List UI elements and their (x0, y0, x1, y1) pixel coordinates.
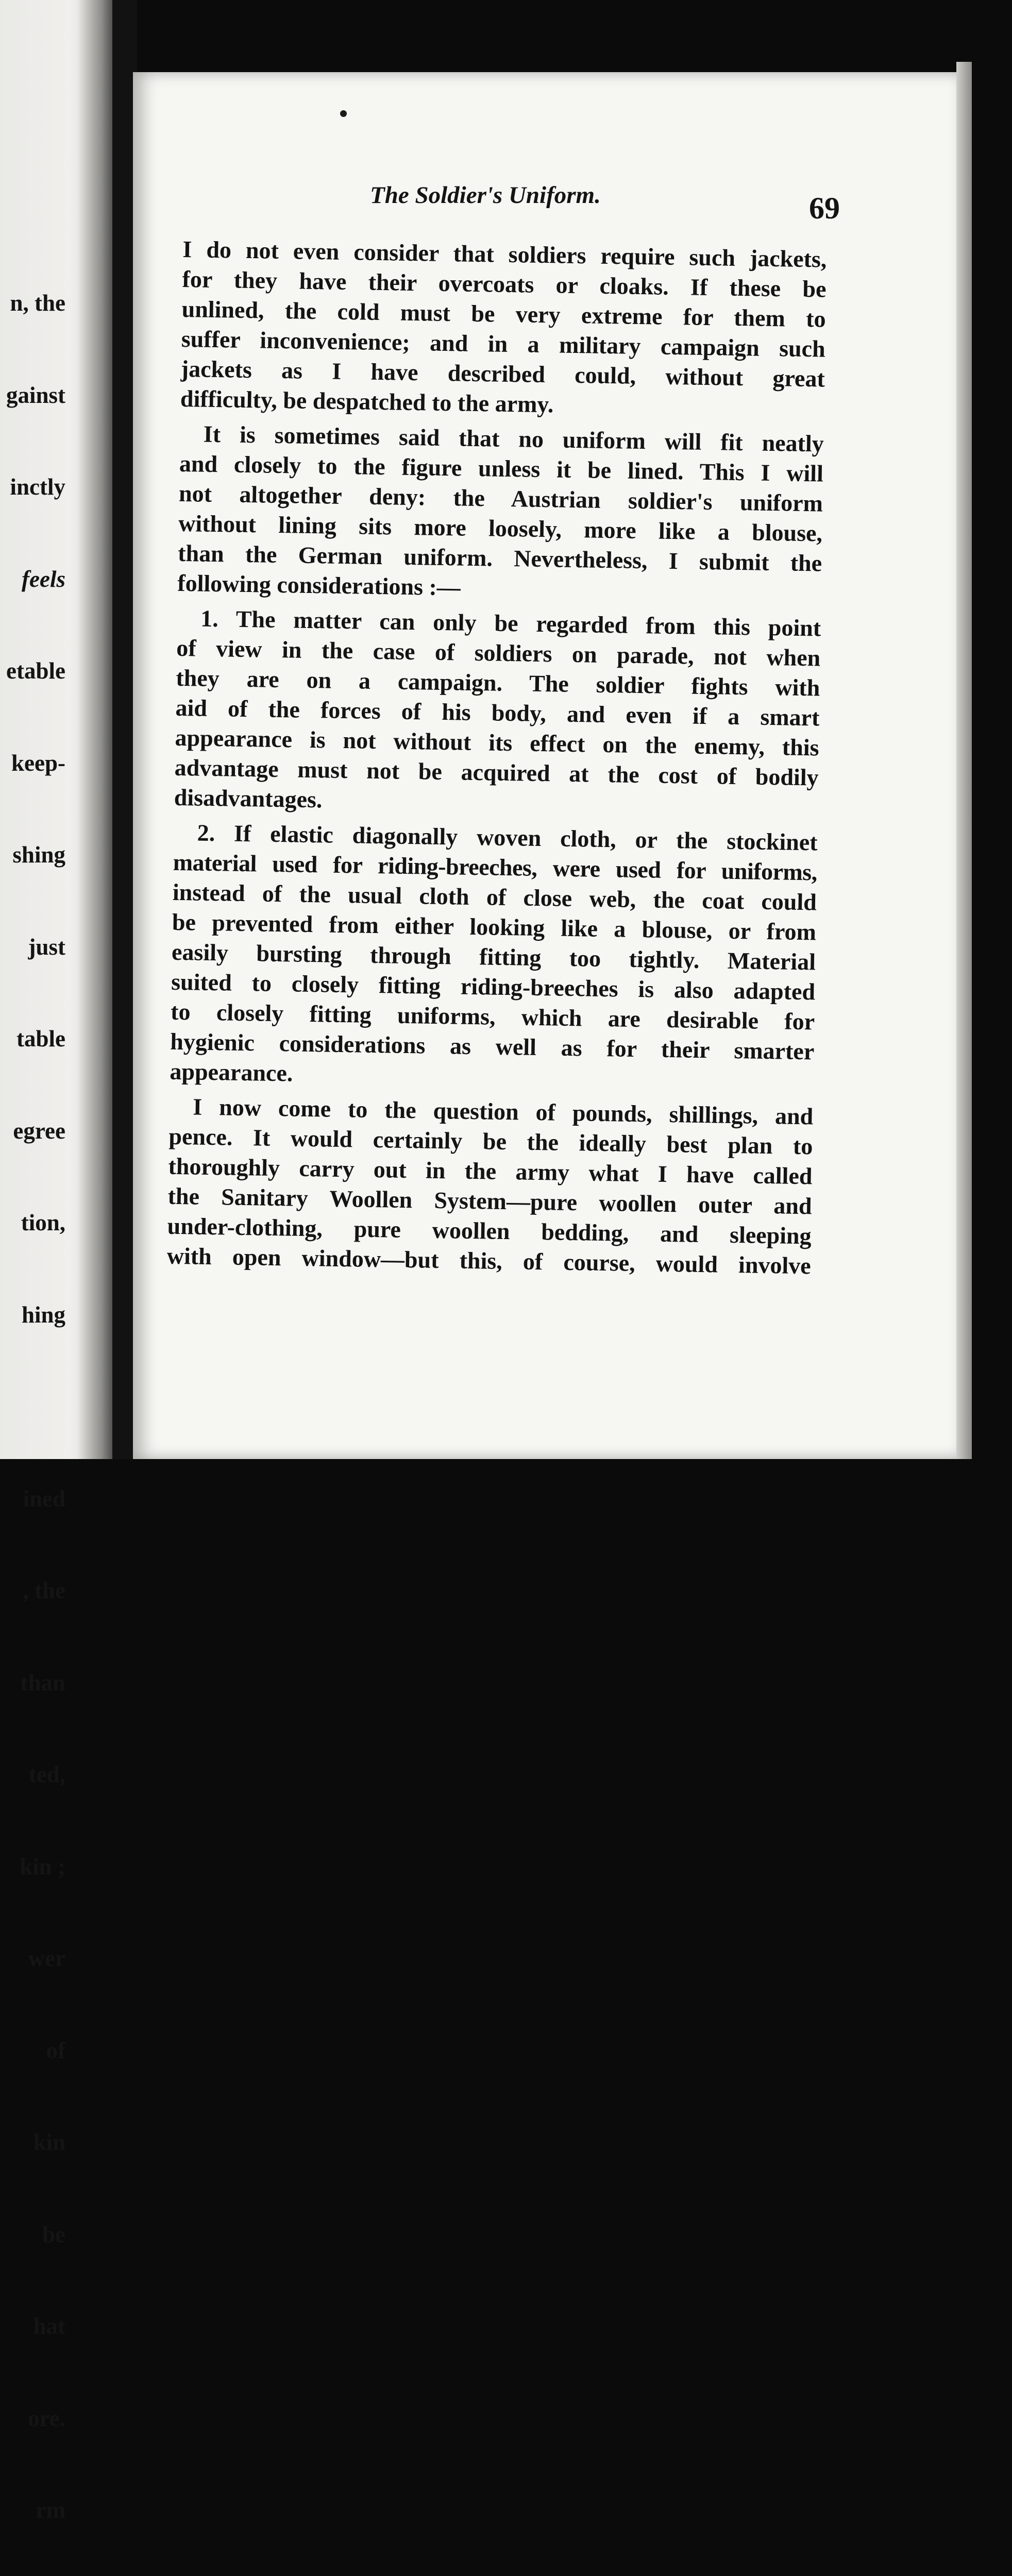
text-line: of view in the case of soldiers on parade, not when (176, 634, 821, 671)
left-line: ore. (28, 2405, 65, 2431)
text-line: 2. If elastic diagonally woven cloth, or the stockinet (197, 819, 818, 856)
text-line: thoroughly carry out in the army what I have called (168, 1153, 813, 1190)
text-line: 1. The matter can only be regarded from this point (200, 605, 821, 641)
page-edge (956, 62, 972, 1459)
text-line: I now come to the question of pounds, shillings, and (193, 1093, 814, 1130)
text-line: disadvantages. (174, 784, 323, 813)
text-line: suffer inconvenience; and in a military campaign such (181, 325, 826, 362)
text-line: material used for riding-breeches, were used for uniforms, (173, 849, 818, 886)
left-line (0, 1392, 65, 1422)
left-line: be (42, 2221, 65, 2247)
text-line: appearance. (170, 1058, 293, 1087)
paragraph (166, 1092, 813, 1281)
text-line: for they have their overcoats or cloaks. If these be (182, 265, 827, 302)
left-line: shing (12, 842, 65, 868)
text-line: pence. It would certainly be the ideally best plan to (168, 1123, 813, 1160)
left-line: gainst (6, 382, 65, 408)
text-line: to closely fitting uniforms, which are desirable for (170, 998, 815, 1035)
page-number: 69 (809, 191, 840, 225)
left-line: than (20, 1669, 65, 1696)
left-line: kin (33, 2129, 65, 2155)
left-line: inctly (10, 474, 65, 500)
text-line: suited to closely fitting riding-breeches is also adapted (171, 968, 816, 1005)
print-mark (340, 110, 347, 117)
text-line: jackets as I have described could, without great (180, 355, 825, 392)
text-line: difficulty, be despatched to the army. (180, 385, 554, 418)
left-line: hing (21, 1301, 65, 1328)
left-line: tion, (21, 1210, 65, 1235)
left-line: of (46, 2037, 65, 2063)
text-line: I do not even consider that soldiers require such jackets, (182, 235, 827, 273)
text-line: advantage must not be acquired at the cost of bodily (174, 754, 819, 791)
running-title: The Soldier's Uniform. (370, 182, 601, 209)
text-line: and closely to the figure unless it be lined. This I will (179, 450, 824, 487)
left-line: table (16, 1026, 65, 1052)
left-line: ted, (28, 1761, 65, 1787)
text-line: the Sanitary Woollen System—pure woollen outer and (167, 1182, 812, 1219)
text-line: with open window—but this, of course, would involve (166, 1242, 812, 1279)
text-line: without lining sits more loosely, more like a blouse, (178, 510, 823, 547)
text-line: under-clothing, pure woollen bedding, and sleeping (167, 1212, 812, 1249)
text-line: hygienic considerations as well as for their smarter (170, 1028, 815, 1065)
left-line: hat (33, 2313, 65, 2339)
left-line: , the (23, 1578, 65, 1603)
numbered-paragraph (174, 603, 821, 823)
left-line: rm (36, 2497, 65, 2523)
left-line: ined (23, 1485, 65, 1512)
left-line: n, the (10, 290, 65, 316)
text-line: appearance is not without its effect on the enemy, this (175, 724, 819, 761)
paragraph (180, 234, 827, 424)
paragraph (177, 419, 824, 608)
running-head (0, 175, 1012, 225)
body-text (166, 234, 827, 1286)
text-line: than the German uniform. Nevertheless, I submit the (177, 539, 822, 577)
numbered-paragraph (170, 818, 818, 1097)
text-line: It is sometimes said that no uniform will fit neatly (203, 420, 824, 457)
text-line: be prevented from either looking like a blouse, or from (172, 908, 817, 945)
text-line: following considerations :— (177, 569, 461, 601)
left-line: keep- (11, 750, 65, 776)
text-line: unlined, the cold must be very extreme for them to (181, 295, 826, 332)
text-line: they are on a campaign. The soldier fights with (176, 664, 820, 701)
text-line: aid of the forces of his body, and even if a smart (175, 694, 820, 731)
text-line: not altogether deny: the Austrian soldier's uniform (178, 480, 823, 517)
left-line: wer (28, 1945, 65, 1971)
left-line: etable (6, 658, 65, 684)
text-line: instead of the usual cloth of close web, the coat could (172, 878, 817, 916)
text-line: easily bursting through fitting too tightly. Material (171, 938, 816, 975)
left-line: just (28, 934, 65, 960)
left-line: kin ; (20, 1853, 65, 1879)
left-line: feels (22, 566, 65, 592)
left-line: egree (13, 1117, 65, 1144)
